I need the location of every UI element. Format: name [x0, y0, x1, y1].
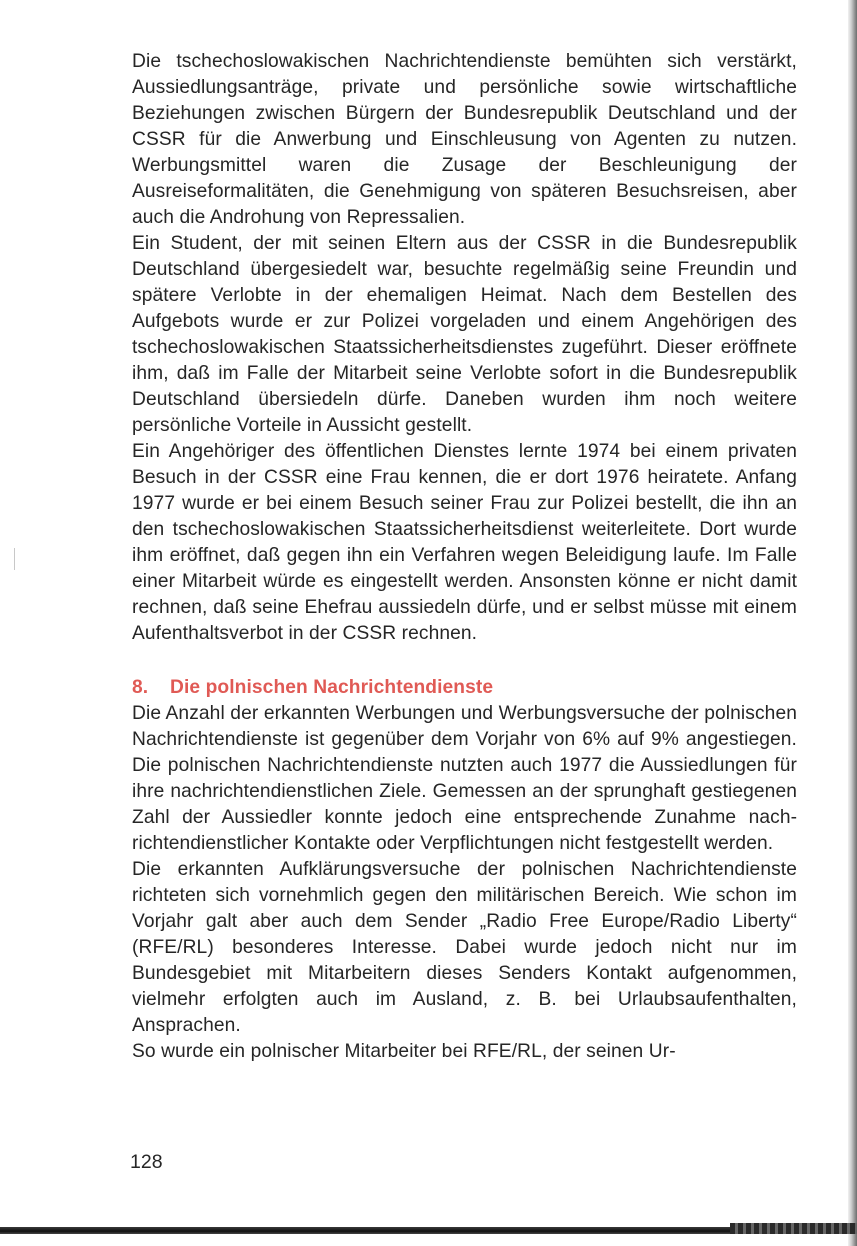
page-number: 128 — [130, 1151, 163, 1173]
scan-bottom-edge — [0, 1227, 857, 1234]
page-edge-shadow — [848, 0, 857, 1246]
paragraph-aufklaerungsversuche: Die erkannten Aufklärungsversuche der polnischen Nachrichtendienste richteten sich vornehmlich gegen den militärischen Bereich. Wie schon im Vorjahr galt aber auch dem Sender „Radio Free Europe/Radio Liberty“ (RFE/RL) besonderes Interesse. Dabei wurde jedoch nicht nur im Bundesgebiet mit Mitarbeitern dieses Senders Kontakt aufgenommen, vielmehr erfolgten auch im Ausland, z. B. bei Urlaubsaufenthalten, Ansprachen. — [132, 859, 797, 1036]
paragraph-aussiedlung: Die tschechoslowakischen Nachrichtendienste bemühten sich verstärkt, Aussiedlungsanträge, private und persönliche sowie wirtschaftliche Beziehungen zwischen Bürgern der Bundesrepublik Deutschland und der CSSR für die Anwerbung und Einschleusung von Agenten zu nutzen. Werbungsmittel waren die Zusage der Beschleunigung der Ausreiseformalitäten, die Genehmigung von späteren Besuchsreisen, aber auch die Androhung von Repressalien. — [132, 51, 797, 228]
section-number: 8. — [132, 677, 149, 698]
paragraph-student: Ein Student, der mit seinen Eltern aus der CSSR in die Bundesrepublik Deutschland übergesiedelt war, besuchte regelmäßig seine Freundin und spätere Verlobte in der ehemaligen Heimat. Nach dem Bestellen des Aufgebots wurde er zur Polizei vorgeladen und einem Angehörigen des tschechoslowakischen Staatssicherheitsdienstes zugeführt. Dieser eröffnete ihm, daß im Falle der Mitarbeit seine Verlobte sofort in die Bundesrepublik Deutschland übersiedeln dürfe. Daneben wurden ihm noch weitere persönliche Vorteile in Aussicht gestellt. — [132, 233, 797, 436]
paragraph-oeffentlicher-dienst: Ein Angehöriger des öffentlichen Dienstes lernte 1974 bei einem privaten Besuch in der CSSR eine Frau kennen, die er dort 1976 heiratete. Anfang 1977 wurde er bei einem Besuch seiner Frau zur Polizei bestellt, die ihn an den tschechoslowakischen Staatssicherheitsdienst weiterleitete. Dort wurde ihm eröffnet, daß gegen ihn ein Verfahren wegen Beleidigung laufe. Im Falle einer Mitarbeit würde es eingestellt werden. Ansonsten könne er nicht damit rechnen, daß seine Ehefrau aussiedeln dürfe, und er selbst müsse mit einem Aufenthaltsverbot in der CSSR rechnen. — [132, 441, 797, 644]
paragraph-polnische-werbungen: Die Anzahl der erkannten Werbungen und Werbungsversuche der polnischen Nachrichtendienste ist gegenüber dem Vorjahr von 6% auf 9% angestiegen. Die polnischen Nachrichtendienste nutzten auch 1977 die Aussiedlungen für ihre nachrichtendienstlichen Ziele. Gemessen an der sprunghaft gestiegenen Zahl der Aussiedler konnte jedoch eine entsprechende Zunahme nachrichtendienstlicher Kontakte oder Verpflichtungen nicht festgestellt werden. — [132, 703, 797, 854]
section-heading — [132, 675, 797, 701]
scan-speck — [14, 548, 15, 570]
body-text — [132, 49, 797, 1065]
scan-bottom-edge-artifact — [730, 1223, 857, 1234]
section-title: Die polnischen Nachrichtendienste — [170, 677, 494, 698]
paragraph-rfe-mitarbeiter: So wurde ein polnischer Mitarbeiter bei RFE/RL, der seinen Ur- — [132, 1041, 676, 1062]
section-spacer — [132, 647, 797, 675]
